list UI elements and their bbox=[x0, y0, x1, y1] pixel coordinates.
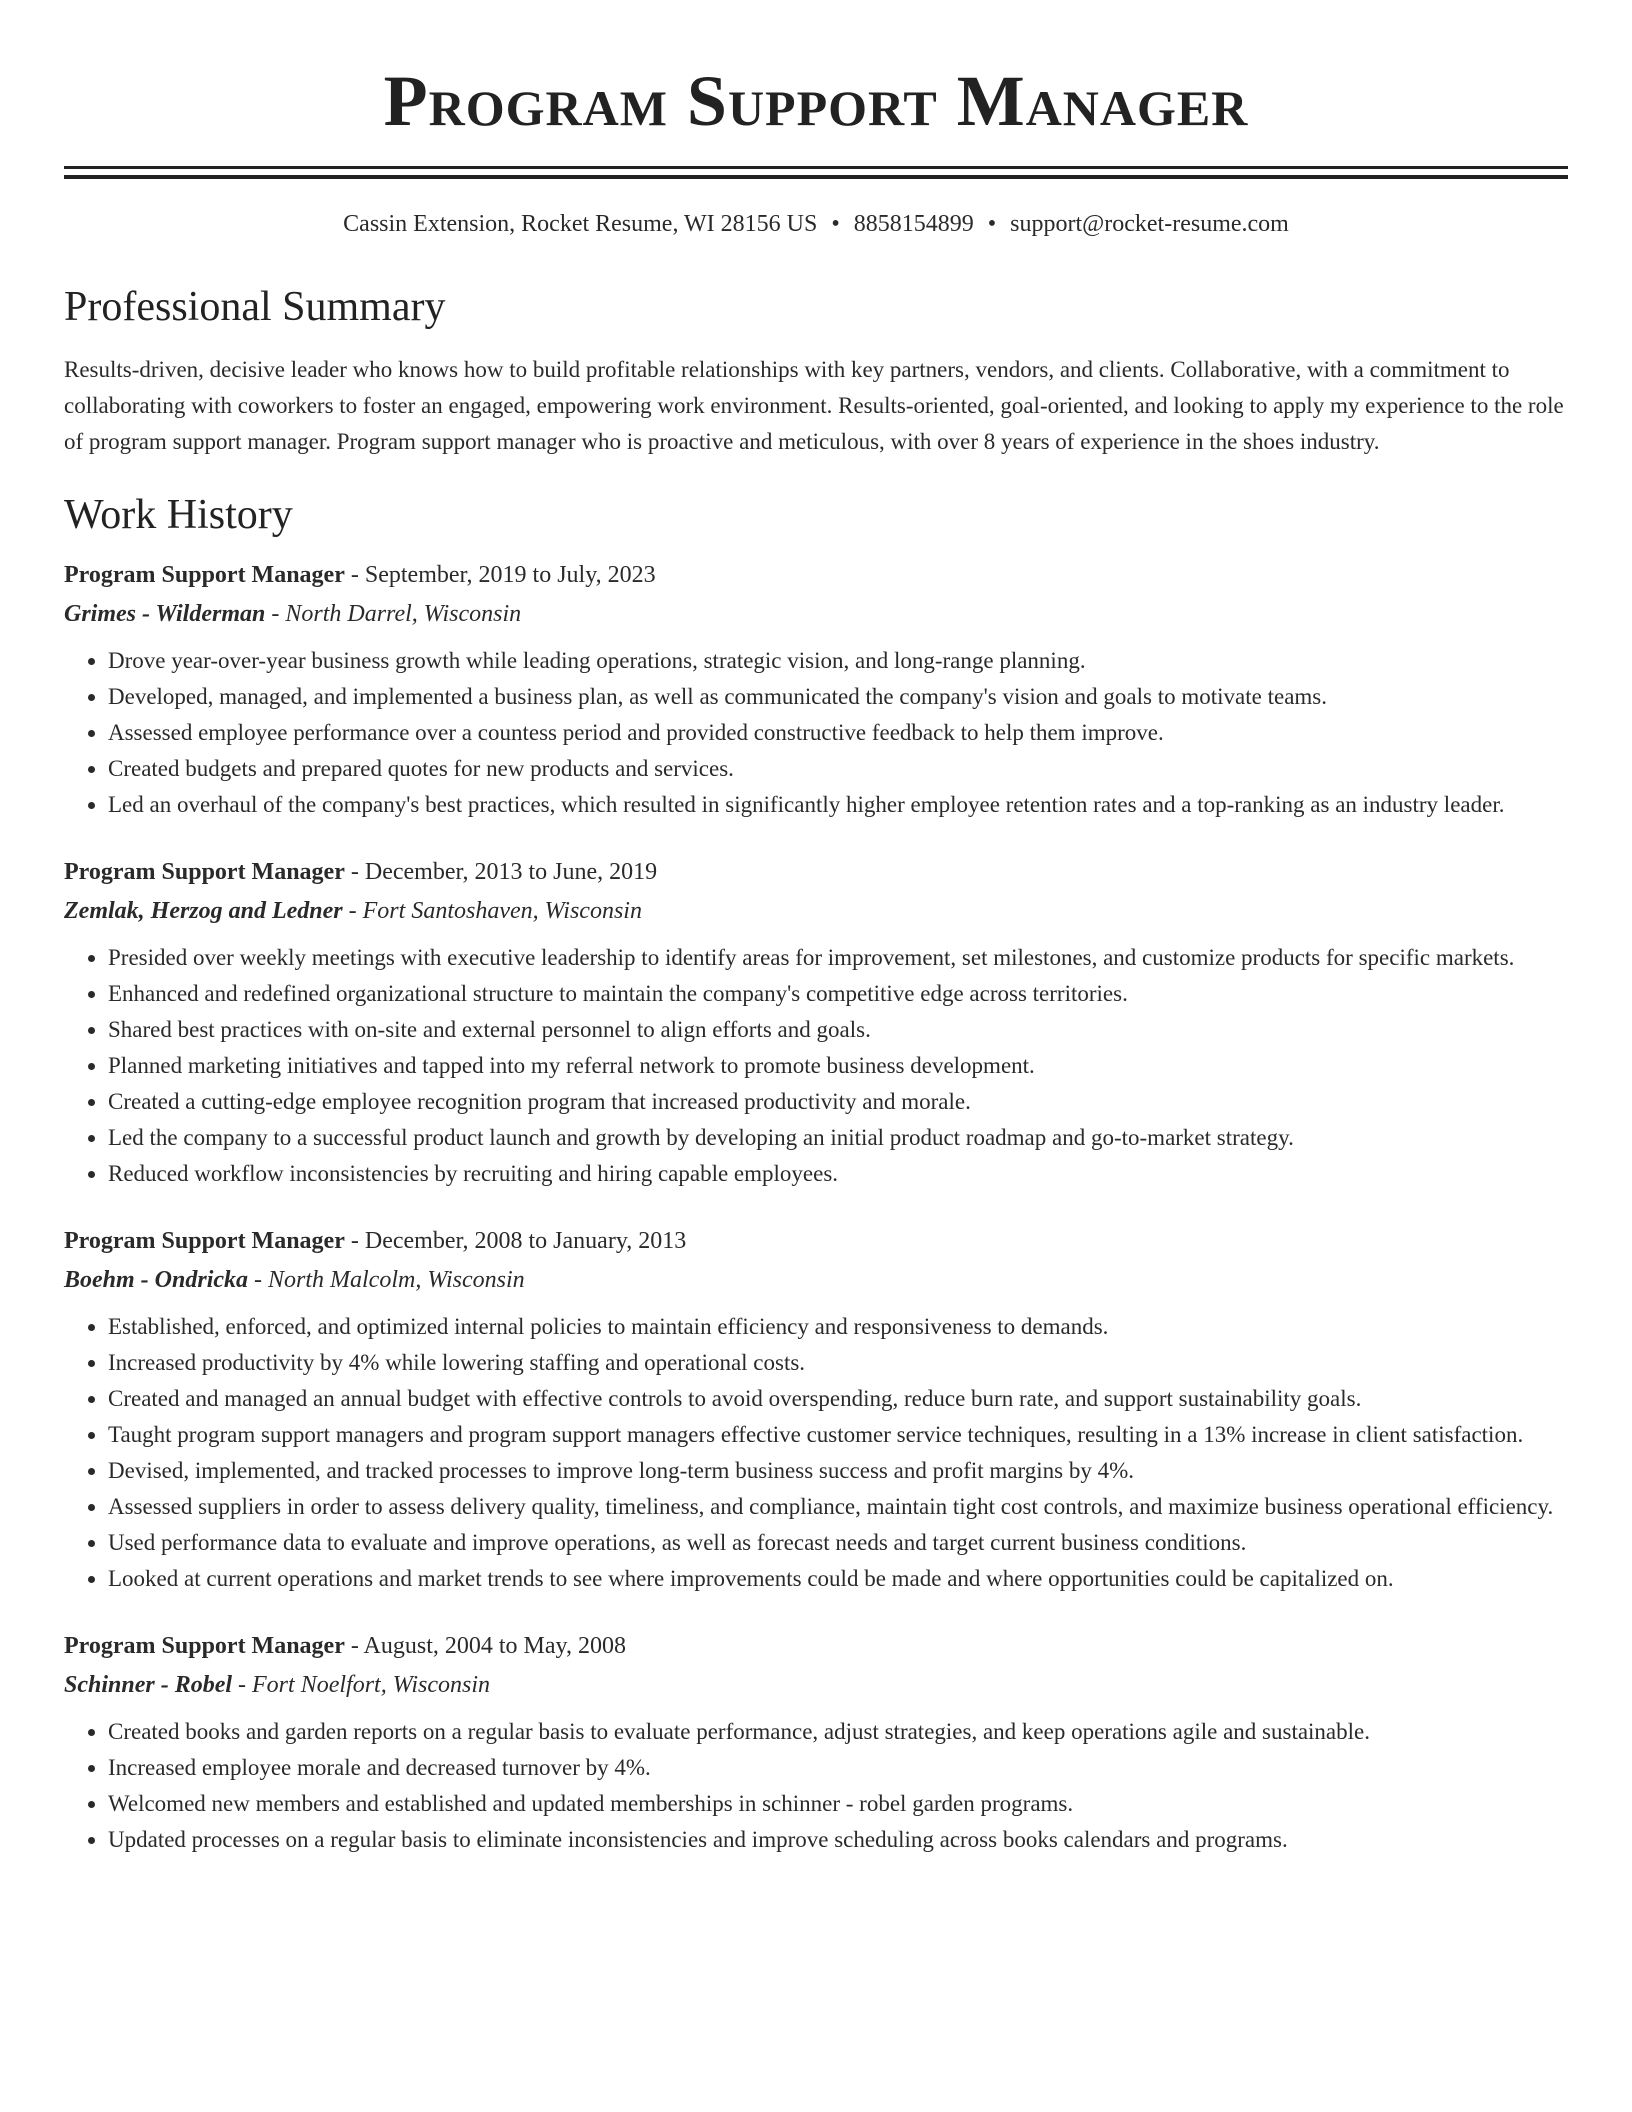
job-bullet: • Updated processes on a regular basis to eliminate inconsistencies and improve scheduling across books calendars and programs. bbox=[108, 1822, 1568, 1858]
job-bullet: • Led the company to a successful product launch and growth by developing an initial product roadmap and go-to-market strategy. bbox=[108, 1120, 1568, 1156]
job-employer bbox=[64, 1260, 1568, 1300]
job-company: Boehm - Ondricka bbox=[64, 1267, 249, 1293]
job-bullet: • Assessed suppliers in order to assess delivery quality, timeliness, and compliance, maintain tight cost controls, and maximize business operational efficiency. bbox=[108, 1489, 1568, 1525]
job-bullets bbox=[64, 1714, 1568, 1858]
contact-separator: • bbox=[987, 211, 997, 237]
job-bullet: • Created and managed an annual budget with effective controls to avoid overspending, reduce burn rate, and support sustainability goals. bbox=[108, 1381, 1568, 1417]
job-bullet: • Increased employee morale and decreased turnover by 4%. bbox=[108, 1750, 1568, 1786]
job-bullets bbox=[64, 643, 1568, 823]
job-bullet: • Used performance data to evaluate and improve operations, as well as forecast needs and target current business conditions. bbox=[108, 1525, 1568, 1561]
job-bullet: • Developed, managed, and implemented a business plan, as well as communicated the company's vision and goals to motivate teams. bbox=[108, 679, 1568, 715]
job-company: Schinner - Robel bbox=[64, 1672, 233, 1698]
job-bullet: • Created budgets and prepared quotes for new products and services. bbox=[108, 751, 1568, 787]
job-location: - North Darrel, Wisconsin bbox=[265, 601, 522, 627]
contact-line bbox=[64, 209, 1568, 239]
job-role: Program Support Manager bbox=[64, 562, 345, 588]
job-entry bbox=[64, 1627, 1568, 1858]
job-entry bbox=[64, 556, 1568, 823]
job-header bbox=[64, 556, 1568, 594]
job-role: Program Support Manager bbox=[64, 1228, 345, 1254]
job-header bbox=[64, 1222, 1568, 1260]
job-header bbox=[64, 853, 1568, 891]
job-dates: - December, 2013 to June, 2019 bbox=[344, 859, 658, 885]
job-role: Program Support Manager bbox=[64, 859, 345, 885]
job-location: - Fort Noelfort, Wisconsin bbox=[232, 1672, 491, 1698]
job-location: - Fort Santoshaven, Wisconsin bbox=[342, 898, 642, 924]
job-bullets bbox=[64, 1309, 1568, 1597]
job-dates: - December, 2008 to January, 2013 bbox=[344, 1228, 687, 1254]
job-bullet: • Led an overhaul of the company's best practices, which resulted in significantly higher employee retention rates and a top-ranking as an industry leader. bbox=[108, 787, 1568, 823]
job-bullet: • Welcomed new members and established and updated memberships in schinner - robel garden programs. bbox=[108, 1786, 1568, 1822]
job-bullet: • Presided over weekly meetings with executive leadership to identify areas for improvement, set milestones, and customize products for specific markets. bbox=[108, 940, 1568, 976]
job-bullet: • Reduced workflow inconsistencies by recruiting and hiring capable employees. bbox=[108, 1156, 1568, 1192]
contact-address: Cassin Extension, Rocket Resume, WI 28156 US bbox=[343, 211, 818, 237]
job-role: Program Support Manager bbox=[64, 1633, 345, 1659]
job-employer bbox=[64, 891, 1568, 931]
job-company: Grimes - Wilderman bbox=[64, 601, 266, 627]
job-bullet: • Established, enforced, and optimized internal policies to maintain efficiency and responsiveness to demands. bbox=[108, 1309, 1568, 1345]
summary-heading: Professional Summary bbox=[64, 284, 446, 330]
header-rule-bottom bbox=[64, 175, 1568, 179]
header-rule-top bbox=[64, 166, 1568, 169]
contact-phone: 8858154899 bbox=[853, 211, 974, 237]
job-bullet: • Planned marketing initiatives and tapped into my referral network to promote business development. bbox=[108, 1048, 1568, 1084]
job-bullet: • Looked at current operations and market trends to see where improvements could be made and where opportunities could be capitalized on. bbox=[108, 1561, 1568, 1597]
resume-title: Program Support Manager bbox=[383, 61, 1249, 141]
job-dates: - August, 2004 to May, 2008 bbox=[344, 1633, 626, 1659]
job-bullet: • Shared best practices with on-site and external personnel to align efforts and goals. bbox=[108, 1012, 1568, 1048]
job-location: - North Malcolm, Wisconsin bbox=[248, 1267, 525, 1293]
job-entry bbox=[64, 1222, 1568, 1597]
contact-separator: • bbox=[831, 211, 840, 237]
job-bullet: • Enhanced and redefined organizational structure to maintain the company's competitive edge across territories. bbox=[108, 976, 1568, 1012]
job-bullet: • Devised, implemented, and tracked processes to improve long-term business success and profit margins by 4%. bbox=[108, 1453, 1568, 1489]
job-entry bbox=[64, 853, 1568, 1192]
work-history-heading: Work History bbox=[64, 492, 293, 538]
job-bullet: • Created a cutting-edge employee recognition program that increased productivity and morale. bbox=[108, 1084, 1568, 1120]
job-employer bbox=[64, 594, 1568, 634]
job-bullet: • Increased productivity by 4% while lowering staffing and operational costs. bbox=[108, 1345, 1568, 1381]
summary-text: Results-driven, decisive leader who knows how to build profitable relationships with key partners, vendors, and clients. Collaborative, with a commitment to collaborating with coworkers to foster an engaged, empowering work environment. Results-oriented, goal-oriented, and looking to apply my experience to the role of program support manager. Program support manager who is proactive and meticulous, with over 8 years of experience in the shoes industry. bbox=[64, 357, 1564, 454]
contact-email: support@rocket-resume.com bbox=[1010, 211, 1289, 237]
job-bullet: • Drove year-over-year business growth while leading operations, strategic vision, and long-range planning. bbox=[108, 643, 1568, 679]
job-bullet: • Taught program support managers and program support managers effective customer service techniques, resulting in a 13% increase in client satisfaction. bbox=[108, 1417, 1568, 1453]
job-employer bbox=[64, 1665, 1568, 1705]
job-bullet: • Assessed employee performance over a countess period and provided constructive feedback to help them improve. bbox=[108, 715, 1568, 751]
job-bullets bbox=[64, 940, 1568, 1192]
job-dates: - September, 2019 to July, 2023 bbox=[344, 562, 656, 588]
job-bullet: • Created books and garden reports on a regular basis to evaluate performance, adjust strategies, and keep operations agile and sustainable. bbox=[108, 1714, 1568, 1750]
job-header bbox=[64, 1627, 1568, 1665]
job-company: Zemlak, Herzog and Ledner bbox=[64, 898, 343, 924]
